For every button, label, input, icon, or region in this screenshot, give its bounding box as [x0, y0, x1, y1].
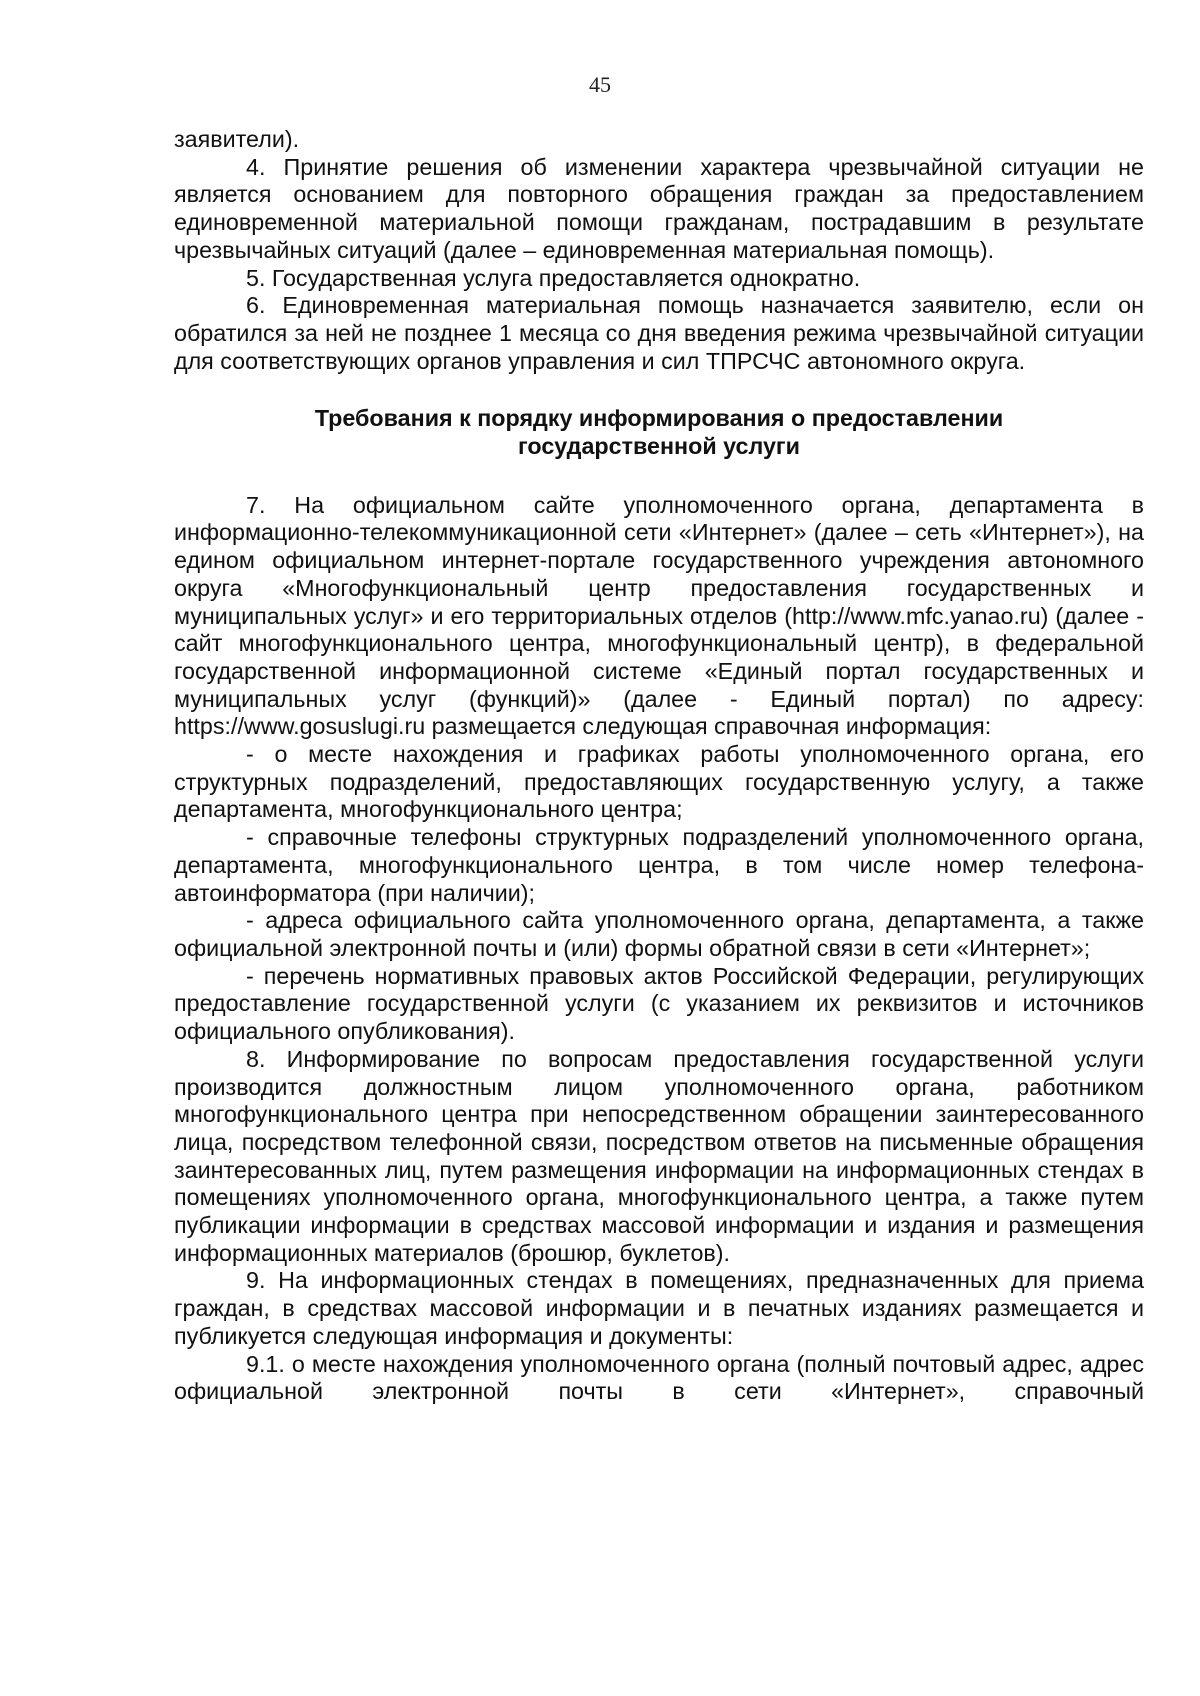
paragraph-item-9: 9. На информационных стендах в помещениях, предназначенных для приема граждан, в средствах массовой информации и в печатных изданиях размещается и публикуется следующая информация и документы: — [174, 1267, 1144, 1349]
section-heading — [174, 405, 1144, 460]
paragraph-item-5: 5. Государственная услуга предоставляется однократно. — [246, 264, 861, 291]
list-item-phones: - справочные телефоны структурных подразделений уполномоченного органа, департамента, многофункционального центра, в том числе номер телефона-автоинформатора (при наличии); — [174, 824, 1144, 906]
list-item-addresses: - адреса официального сайта уполномоченного органа, департамента, а также официальной электронной почты и (или) формы обратной связи в сети «Интернет»; — [174, 907, 1144, 961]
section-heading-line-1: Требования к порядку информирования о предоставлении — [314, 405, 1004, 432]
paragraph-item-7: 7. На официальном сайте уполномоченного органа, департамента в информационно-телекоммуникационной сети «Интернет» (далее – сеть «Интернет»), на едином официальном интернет-портале государственного учреждения автономного округа «Многофункциональный центр предоставления государственных и муниципальных услуг» и его территориальных отделов (http://www.mfc.yanao.ru) (далее - сайт многофункционального центра, многофункциональный центр), в федеральной государственной информационной системе «Единый портал государственных и муниципальных услуг (функций)» (далее - Единый портал) по адресу: https://www.gosuslugi.ru размещается следующая справочная информация: — [174, 491, 1144, 740]
paragraph-item-4: 4. Принятие решения об изменении характера чрезвычайной ситуации не является основанием для повторного обращения граждан за предоставлением единовременной материальной помощи гражданам, пострадавшим в результате чрезвычайных ситуаций (далее – единовременная материальная помощь). — [174, 153, 1144, 263]
paragraph-item-9-1: 9.1. о месте нахождения уполномоченного органа (полный почтовый адрес, адрес официальной электронной почты в сети «Интернет», справочный — [174, 1350, 1144, 1405]
document-body — [174, 126, 1144, 1406]
section-heading-line-2: государственной услуги — [518, 433, 800, 460]
paragraph-continuation: заявители). — [174, 126, 300, 152]
list-item-locations: - о месте нахождения и графиках работы уполномоченного органа, его структурных подразделений, предоставляющих государственную услугу, а также департамента, многофункционального центра; — [174, 741, 1144, 823]
page-number: 45 — [589, 72, 611, 97]
list-item-legal-acts: - перечень нормативных правовых актов Российской Федерации, регулирующих предоставление государственной услуги (с указанием их реквизитов и источников официального опубликования). — [174, 962, 1144, 1045]
paragraph-item-6: 6. Единовременная материальная помощь назначается заявителю, если он обратился за ней не позднее 1 месяца со дня введения режима чрезвычайной ситуации для соответствующих органов управления и сил ТПРСЧС автономного округа. — [174, 292, 1144, 374]
paragraph-item-8: 8. Информирование по вопросам предоставления государственной услуги производится должностным лицом уполномоченного органа, работником многофункционального центра при непосредственном обращении заинтересованного лица, посредством телефонной связи, посредством ответов на письменные обращения заинтересованных лиц, путем размещения информации на информационных стендах в помещениях уполномоченного органа, многофункционального центра, а также путем публикации информации в средствах массовой информации и издания и размещения информационных материалов (брошюр, буклетов). — [174, 1045, 1144, 1266]
